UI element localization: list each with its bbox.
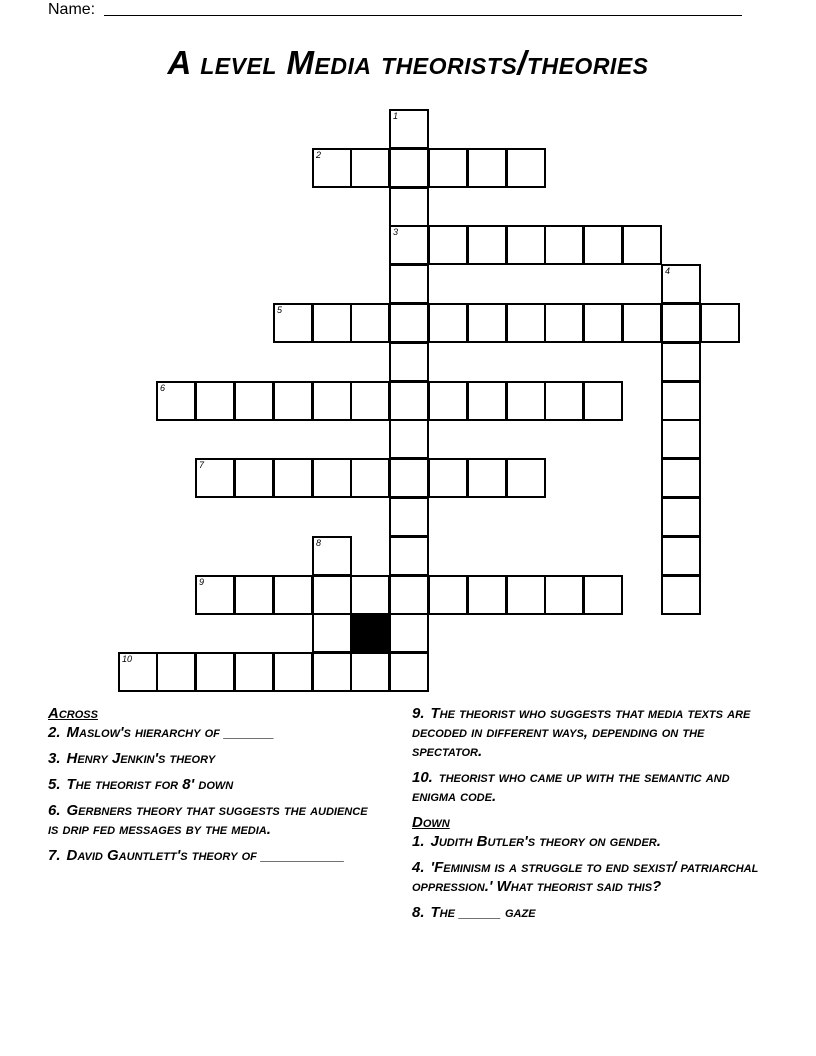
crossword-cell[interactable] bbox=[428, 225, 468, 265]
clue-number: 4 bbox=[665, 266, 671, 276]
crossword-cell[interactable] bbox=[389, 419, 429, 459]
crossword-cell[interactable] bbox=[350, 458, 390, 498]
crossword-cell[interactable] bbox=[234, 652, 274, 692]
crossword-cell[interactable] bbox=[389, 148, 429, 188]
crossword-cell[interactable] bbox=[389, 497, 429, 537]
crossword-cell[interactable] bbox=[622, 225, 662, 265]
crossword-cell[interactable] bbox=[273, 303, 313, 343]
crossword-cell[interactable] bbox=[350, 575, 390, 615]
crossword-cell[interactable] bbox=[350, 303, 390, 343]
crossword-cell[interactable] bbox=[467, 225, 507, 265]
crossword-cell[interactable] bbox=[389, 225, 429, 265]
across-clue-list-continued bbox=[412, 704, 762, 806]
clue-item-text: theorist who came up with the semantic and enigma code. bbox=[412, 769, 730, 805]
crossword-cell[interactable] bbox=[583, 225, 623, 265]
crossword-cell[interactable] bbox=[583, 575, 623, 615]
clues-left-column bbox=[48, 704, 368, 872]
crossword-cell[interactable] bbox=[583, 303, 623, 343]
clue-item-number: 5. bbox=[48, 776, 61, 793]
clue-item bbox=[412, 768, 762, 806]
crossword-cell[interactable] bbox=[389, 264, 429, 304]
crossword-cell[interactable] bbox=[506, 225, 546, 265]
crossword-cell[interactable] bbox=[428, 458, 468, 498]
crossword-cell[interactable] bbox=[350, 148, 390, 188]
crossword-cell[interactable] bbox=[273, 575, 313, 615]
crossword-cell[interactable] bbox=[544, 303, 584, 343]
clue-item bbox=[412, 858, 762, 896]
crossword-cell[interactable] bbox=[195, 381, 235, 421]
crossword-cell[interactable] bbox=[389, 303, 429, 343]
crossword-cell[interactable] bbox=[661, 303, 701, 343]
clue-number: 10 bbox=[122, 654, 133, 664]
crossword-cell[interactable] bbox=[506, 148, 546, 188]
crossword-cell[interactable] bbox=[506, 381, 546, 421]
crossword-cell[interactable] bbox=[428, 148, 468, 188]
crossword-cell[interactable] bbox=[350, 381, 390, 421]
down-heading: Down bbox=[412, 814, 450, 831]
clue-item-text: The theorist for 8' down bbox=[66, 776, 234, 793]
down-clue-list bbox=[412, 832, 762, 922]
crossword-cell[interactable] bbox=[273, 381, 313, 421]
crossword-cell[interactable] bbox=[195, 575, 235, 615]
clues-right-column bbox=[412, 704, 762, 929]
crossword-cell[interactable] bbox=[661, 575, 701, 615]
crossword-cell[interactable] bbox=[234, 575, 274, 615]
clue-number: 9 bbox=[199, 577, 205, 587]
clue-number: 2 bbox=[316, 150, 322, 160]
crossword-cell[interactable] bbox=[312, 458, 352, 498]
clue-item-text: Judith Butler's theory on gender. bbox=[430, 833, 661, 850]
crossword-cell[interactable] bbox=[312, 575, 352, 615]
clue-item bbox=[412, 832, 762, 851]
clue-item-text: Gerbners theory that suggests the audience is drip fed messages by the media. bbox=[48, 802, 368, 838]
crossword-cell[interactable] bbox=[118, 652, 158, 692]
crossword-cell[interactable] bbox=[467, 303, 507, 343]
crossword-cell[interactable] bbox=[661, 536, 701, 576]
clue-item-number: 9. bbox=[412, 705, 425, 722]
clue-number: 1 bbox=[393, 111, 399, 121]
crossword-cell[interactable] bbox=[389, 613, 429, 653]
crossword-cell[interactable] bbox=[312, 381, 352, 421]
crossword-cell[interactable] bbox=[661, 419, 701, 459]
page-title: A level Media theorists/theories bbox=[167, 44, 649, 81]
crossword-cell[interactable] bbox=[312, 536, 352, 576]
clue-item-number: 3. bbox=[48, 750, 61, 767]
crossword-cell[interactable] bbox=[506, 458, 546, 498]
crossword-cell[interactable] bbox=[661, 381, 701, 421]
crossword-cell[interactable] bbox=[428, 575, 468, 615]
clue-number: 3 bbox=[393, 227, 399, 237]
clue-item bbox=[412, 903, 762, 922]
clue-item-text: David Gauntlett's theory of __________ bbox=[66, 847, 345, 864]
crossword-cell[interactable] bbox=[234, 458, 274, 498]
crossword-cell[interactable] bbox=[389, 458, 429, 498]
crossword-cell[interactable] bbox=[661, 497, 701, 537]
crossword-cell[interactable] bbox=[544, 225, 584, 265]
across-heading: Across bbox=[48, 705, 98, 722]
crossword-cell[interactable] bbox=[389, 187, 429, 227]
clue-item-text: The theorist who suggests that media texts are decoded in different ways, depending on the spectator. bbox=[412, 705, 751, 760]
crossword-cell[interactable] bbox=[467, 381, 507, 421]
crossword-cell[interactable] bbox=[389, 381, 429, 421]
clue-item-text: The _____ gaze bbox=[430, 904, 536, 921]
clue-item bbox=[48, 749, 368, 768]
crossword-cell[interactable] bbox=[156, 381, 196, 421]
across-clue-list bbox=[48, 723, 368, 865]
crossword-cell[interactable] bbox=[622, 303, 662, 343]
clue-number: 5 bbox=[277, 305, 283, 315]
clue-item-number: 1. bbox=[412, 833, 425, 850]
crossword-cell[interactable] bbox=[389, 652, 429, 692]
crossword-cell[interactable] bbox=[350, 652, 390, 692]
clue-item bbox=[48, 723, 368, 742]
crossword-cell[interactable] bbox=[506, 303, 546, 343]
crossword-cell[interactable] bbox=[544, 381, 584, 421]
clue-item-number: 6. bbox=[48, 802, 61, 819]
crossword-cell[interactable] bbox=[661, 342, 701, 382]
crossword-cell[interactable] bbox=[273, 652, 313, 692]
crossword-cell[interactable] bbox=[195, 458, 235, 498]
crossword-cell[interactable] bbox=[195, 652, 235, 692]
clue-number: 8 bbox=[316, 538, 322, 548]
clue-item-number: 4. bbox=[412, 859, 425, 876]
crossword-cell[interactable] bbox=[467, 458, 507, 498]
crossword-cell[interactable] bbox=[312, 148, 352, 188]
clue-item bbox=[412, 704, 762, 761]
clue-item-text: Maslow's hierarchy of ______ bbox=[66, 724, 275, 741]
name-label: Name: bbox=[48, 1, 96, 18]
clue-item-number: 2. bbox=[48, 724, 61, 741]
crossword-cell[interactable] bbox=[428, 303, 468, 343]
clue-item bbox=[48, 846, 368, 865]
crossword-cell[interactable] bbox=[234, 381, 274, 421]
clue-number: 6 bbox=[160, 383, 166, 393]
clue-item-text: Henry Jenkin's theory bbox=[66, 750, 216, 767]
crossword-cell[interactable] bbox=[700, 303, 740, 343]
crossword-cell[interactable] bbox=[467, 148, 507, 188]
crossword-cell[interactable] bbox=[661, 264, 701, 304]
crossword-cell[interactable] bbox=[312, 613, 352, 653]
crossword-cell[interactable] bbox=[583, 381, 623, 421]
crossword-cell[interactable] bbox=[312, 652, 352, 692]
crossword-cell[interactable] bbox=[428, 381, 468, 421]
crossword-cell[interactable] bbox=[544, 575, 584, 615]
clue-number: 7 bbox=[199, 460, 205, 470]
crossword-block bbox=[350, 613, 390, 653]
clue-item-number: 8. bbox=[412, 904, 425, 921]
crossword-cell[interactable] bbox=[389, 109, 429, 149]
clue-item-number: 7. bbox=[48, 847, 61, 864]
crossword-cell[interactable] bbox=[389, 575, 429, 615]
clue-item-number: 10. bbox=[412, 769, 433, 786]
crossword-cell[interactable] bbox=[467, 575, 507, 615]
crossword-cell[interactable] bbox=[156, 652, 196, 692]
crossword-cell[interactable] bbox=[389, 342, 429, 382]
clue-item bbox=[48, 801, 368, 839]
crossword-cell[interactable] bbox=[312, 303, 352, 343]
crossword-cell[interactable] bbox=[506, 575, 546, 615]
crossword-cell[interactable] bbox=[661, 458, 701, 498]
clue-item bbox=[48, 775, 368, 794]
crossword-cell[interactable] bbox=[389, 536, 429, 576]
clue-item-text: 'Feminism is a struggle to end sexist/ patriarchal oppression.' What theorist said this? bbox=[412, 859, 759, 895]
crossword-cell[interactable] bbox=[273, 458, 313, 498]
